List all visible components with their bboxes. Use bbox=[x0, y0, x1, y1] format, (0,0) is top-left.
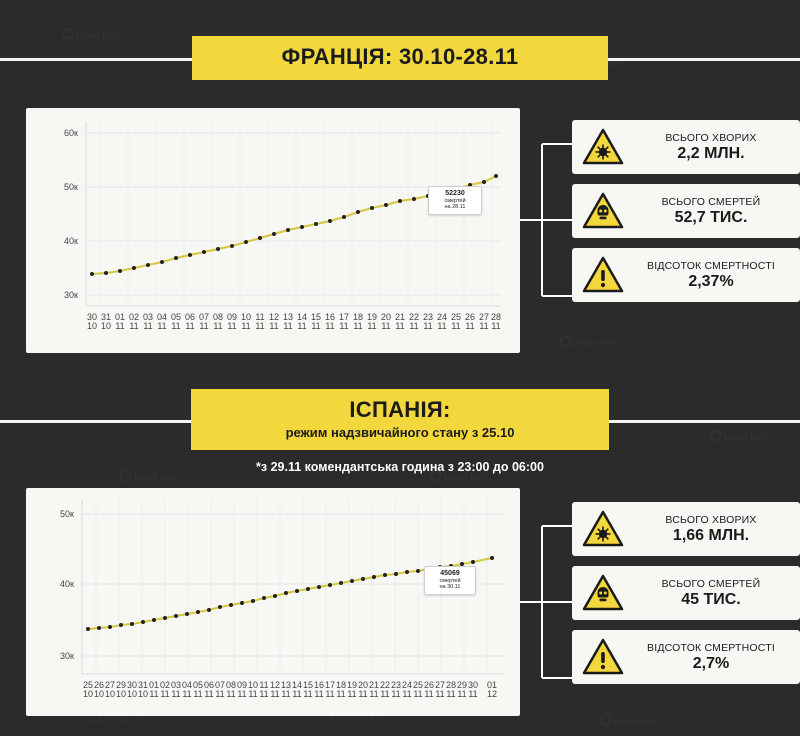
svg-text:11: 11 bbox=[457, 689, 467, 699]
svg-text:20: 20 bbox=[357, 680, 369, 690]
exclamation-warning-icon bbox=[582, 638, 624, 676]
svg-text:10: 10 bbox=[100, 321, 112, 331]
svg-text:11: 11 bbox=[213, 321, 223, 331]
ytick-50k: 50к bbox=[60, 509, 74, 519]
france-stats-panel bbox=[572, 120, 800, 302]
section-spain bbox=[0, 353, 800, 716]
svg-text:10: 10 bbox=[93, 689, 105, 699]
svg-text:06: 06 bbox=[203, 680, 215, 690]
svg-text:11: 11 bbox=[259, 680, 269, 690]
svg-text:31: 31 bbox=[100, 312, 112, 322]
svg-text:19: 19 bbox=[366, 312, 378, 322]
svg-text:11: 11 bbox=[281, 689, 291, 699]
skull-warning-icon bbox=[582, 574, 624, 612]
svg-text:11: 11 bbox=[468, 689, 478, 699]
svg-text:11: 11 bbox=[248, 689, 258, 699]
spain-connector bbox=[520, 502, 572, 702]
svg-text:11: 11 bbox=[446, 689, 456, 699]
svg-text:19: 19 bbox=[346, 680, 358, 690]
svg-text:10: 10 bbox=[247, 680, 259, 690]
france-chart[interactable] bbox=[26, 108, 520, 353]
svg-text:15: 15 bbox=[302, 680, 314, 690]
svg-text:06: 06 bbox=[184, 312, 196, 322]
svg-text:11: 11 bbox=[255, 312, 265, 322]
stat-label: ВСЬОГО ХВОРИХ bbox=[665, 131, 757, 144]
stat-label: ВСЬОГО СМЕРТЕЙ bbox=[661, 195, 761, 208]
svg-text:17: 17 bbox=[338, 312, 350, 322]
stat-value: 2,37% bbox=[688, 272, 734, 290]
svg-text:11: 11 bbox=[491, 321, 501, 331]
svg-text:23: 23 bbox=[390, 680, 402, 690]
svg-text:12: 12 bbox=[486, 689, 498, 699]
stat-value: 52,7 ТИС. bbox=[674, 208, 748, 226]
banner-box bbox=[191, 389, 609, 450]
svg-text:12: 12 bbox=[268, 312, 280, 322]
svg-text:11: 11 bbox=[325, 689, 335, 699]
callout-line3: на 30.11 bbox=[439, 584, 461, 591]
svg-text:11: 11 bbox=[199, 321, 209, 331]
svg-text:13: 13 bbox=[282, 312, 294, 322]
svg-text:22: 22 bbox=[379, 680, 391, 690]
svg-text:11: 11 bbox=[171, 689, 181, 699]
svg-text:04: 04 bbox=[181, 680, 193, 690]
svg-text:11: 11 bbox=[413, 689, 423, 699]
svg-text:07: 07 bbox=[214, 680, 226, 690]
svg-text:11: 11 bbox=[204, 689, 214, 699]
svg-text:11: 11 bbox=[435, 689, 445, 699]
svg-text:16: 16 bbox=[313, 680, 325, 690]
svg-text:11: 11 bbox=[358, 689, 368, 699]
svg-text:12: 12 bbox=[269, 680, 281, 690]
curfew-note: *з 29.11 комендантська година з 23:00 до 06:00 bbox=[256, 460, 544, 474]
svg-text:11: 11 bbox=[292, 689, 302, 699]
svg-text:14: 14 bbox=[291, 680, 303, 690]
svg-text:11: 11 bbox=[255, 321, 265, 331]
svg-text:11: 11 bbox=[269, 321, 279, 331]
ytick-40k: 40к bbox=[60, 579, 74, 589]
svg-text:11: 11 bbox=[369, 689, 379, 699]
svg-text:17: 17 bbox=[324, 680, 336, 690]
svg-text:15: 15 bbox=[310, 312, 322, 322]
spain-chart[interactable] bbox=[26, 488, 520, 716]
spain-xaxis-labels bbox=[83, 680, 497, 699]
svg-text:11: 11 bbox=[270, 689, 280, 699]
svg-text:24: 24 bbox=[436, 312, 448, 322]
svg-text:10: 10 bbox=[104, 689, 116, 699]
svg-text:11: 11 bbox=[115, 321, 125, 331]
svg-text:10: 10 bbox=[126, 689, 138, 699]
svg-text:03: 03 bbox=[170, 680, 182, 690]
stat-value: 2,2 МЛН. bbox=[677, 144, 745, 162]
ytick-40k: 40к bbox=[64, 236, 78, 246]
svg-text:11: 11 bbox=[160, 689, 170, 699]
svg-text:11: 11 bbox=[185, 321, 195, 331]
svg-text:11: 11 bbox=[451, 321, 461, 331]
svg-text:11: 11 bbox=[395, 321, 405, 331]
svg-text:11: 11 bbox=[336, 689, 346, 699]
svg-text:27: 27 bbox=[104, 680, 116, 690]
skull-warning-icon bbox=[582, 192, 624, 230]
spain-annotation-callout bbox=[424, 566, 476, 595]
stat-label: ВСЬОГО ХВОРИХ bbox=[665, 513, 757, 526]
svg-text:01: 01 bbox=[114, 312, 126, 322]
france-chart-svg bbox=[26, 108, 520, 353]
ytick-30k: 30к bbox=[60, 651, 74, 661]
page-title: ФРАНЦІЯ: 30.10-28.11 bbox=[281, 44, 519, 69]
svg-text:11: 11 bbox=[311, 321, 321, 331]
svg-text:11: 11 bbox=[437, 321, 447, 331]
svg-text:11: 11 bbox=[259, 689, 269, 699]
stat-value: 1,66 МЛН. bbox=[672, 526, 750, 544]
svg-text:11: 11 bbox=[339, 321, 349, 331]
svg-text:31: 31 bbox=[137, 680, 149, 690]
svg-text:16: 16 bbox=[324, 312, 336, 322]
svg-text:10: 10 bbox=[115, 689, 127, 699]
svg-text:11: 11 bbox=[409, 321, 419, 331]
svg-text:18: 18 bbox=[352, 312, 364, 322]
svg-text:10: 10 bbox=[86, 321, 98, 331]
france-xaxis-labels bbox=[87, 312, 501, 331]
svg-text:10: 10 bbox=[240, 312, 252, 322]
stat-total-cases bbox=[572, 502, 800, 556]
svg-text:11: 11 bbox=[129, 321, 139, 331]
svg-text:11: 11 bbox=[303, 689, 313, 699]
page-title: ІСПАНІЯ: bbox=[349, 397, 451, 422]
ytick-30k: 30к bbox=[64, 290, 78, 300]
svg-text:29: 29 bbox=[456, 680, 468, 690]
spain-stats-panel bbox=[572, 502, 800, 684]
svg-text:05: 05 bbox=[192, 680, 204, 690]
svg-text:29: 29 bbox=[115, 680, 127, 690]
svg-text:11: 11 bbox=[391, 689, 401, 699]
stat-label: ВСЬОГО СМЕРТЕЙ bbox=[661, 577, 761, 590]
svg-text:11: 11 bbox=[402, 689, 412, 699]
svg-text:30: 30 bbox=[126, 680, 138, 690]
svg-text:11: 11 bbox=[226, 689, 236, 699]
svg-text:11: 11 bbox=[182, 689, 192, 699]
svg-text:11: 11 bbox=[381, 321, 391, 331]
spain-chart-svg bbox=[26, 488, 520, 716]
svg-text:27: 27 bbox=[434, 680, 446, 690]
svg-text:03: 03 bbox=[142, 312, 154, 322]
svg-text:09: 09 bbox=[226, 312, 238, 322]
ytick-50k: 50к bbox=[64, 182, 78, 192]
stat-mortality-rate bbox=[572, 630, 800, 684]
callout-line3: на 28.11 bbox=[444, 204, 466, 211]
svg-text:25: 25 bbox=[412, 680, 424, 690]
stat-total-deaths bbox=[572, 184, 800, 238]
svg-text:08: 08 bbox=[225, 680, 237, 690]
svg-text:01: 01 bbox=[148, 680, 160, 690]
stat-value: 2,7% bbox=[692, 654, 730, 672]
virus-warning-icon bbox=[582, 510, 624, 548]
callout-line2: смертей bbox=[439, 578, 461, 585]
svg-text:13: 13 bbox=[280, 680, 292, 690]
svg-text:23: 23 bbox=[422, 312, 434, 322]
svg-text:20: 20 bbox=[380, 312, 392, 322]
stat-total-cases bbox=[572, 120, 800, 174]
stat-label: ВІДСОТОК СМЕРТНОСТІ bbox=[647, 259, 775, 272]
svg-text:11: 11 bbox=[193, 689, 203, 699]
callout-line2: смертей bbox=[444, 198, 466, 205]
svg-text:27: 27 bbox=[478, 312, 490, 322]
svg-text:11: 11 bbox=[347, 689, 357, 699]
svg-text:02: 02 bbox=[159, 680, 171, 690]
svg-text:01: 01 bbox=[486, 680, 498, 690]
svg-text:11: 11 bbox=[314, 689, 324, 699]
spain-chart-card bbox=[26, 488, 520, 716]
svg-text:28: 28 bbox=[490, 312, 502, 322]
stat-total-deaths bbox=[572, 566, 800, 620]
svg-text:21: 21 bbox=[394, 312, 406, 322]
france-chart-card bbox=[26, 108, 520, 353]
svg-text:11: 11 bbox=[215, 689, 225, 699]
svg-text:05: 05 bbox=[170, 312, 182, 322]
svg-text:11: 11 bbox=[479, 321, 489, 331]
svg-text:11: 11 bbox=[353, 321, 363, 331]
svg-text:11: 11 bbox=[149, 689, 159, 699]
svg-text:11: 11 bbox=[465, 321, 475, 331]
svg-text:11: 11 bbox=[143, 321, 153, 331]
svg-text:11: 11 bbox=[367, 321, 377, 331]
svg-text:11: 11 bbox=[380, 689, 390, 699]
svg-text:11: 11 bbox=[237, 689, 247, 699]
svg-text:26: 26 bbox=[93, 680, 105, 690]
svg-text:30: 30 bbox=[467, 680, 479, 690]
france-content-row bbox=[0, 108, 800, 353]
svg-text:26: 26 bbox=[423, 680, 435, 690]
banner-box bbox=[192, 36, 608, 80]
france-annotation-callout bbox=[428, 186, 482, 215]
svg-text:26: 26 bbox=[464, 312, 476, 322]
svg-text:11: 11 bbox=[227, 321, 237, 331]
svg-text:18: 18 bbox=[335, 680, 347, 690]
france-connector bbox=[520, 120, 572, 320]
svg-text:11: 11 bbox=[424, 689, 434, 699]
svg-text:10: 10 bbox=[82, 689, 94, 699]
svg-text:04: 04 bbox=[156, 312, 168, 322]
svg-text:14: 14 bbox=[296, 312, 308, 322]
svg-text:30: 30 bbox=[86, 312, 98, 322]
callout-value: 45069 bbox=[440, 570, 460, 577]
svg-text:11: 11 bbox=[241, 321, 251, 331]
stat-label: ВІДСОТОК СМЕРТНОСТІ bbox=[647, 641, 775, 654]
svg-text:08: 08 bbox=[212, 312, 224, 322]
virus-warning-icon bbox=[582, 128, 624, 166]
svg-text:09: 09 bbox=[236, 680, 248, 690]
svg-text:11: 11 bbox=[283, 321, 293, 331]
page-subtitle: режим надзвичайного стану з 25.10 bbox=[285, 425, 515, 440]
svg-text:24: 24 bbox=[401, 680, 413, 690]
spain-title-banner bbox=[0, 389, 800, 450]
stat-mortality-rate bbox=[572, 248, 800, 302]
stat-value: 45 ТИС. bbox=[681, 590, 741, 608]
svg-text:11: 11 bbox=[423, 321, 433, 331]
svg-text:11: 11 bbox=[157, 321, 167, 331]
svg-text:07: 07 bbox=[198, 312, 210, 322]
svg-text:21: 21 bbox=[368, 680, 380, 690]
svg-text:25: 25 bbox=[450, 312, 462, 322]
svg-text:11: 11 bbox=[171, 321, 181, 331]
svg-text:22: 22 bbox=[408, 312, 420, 322]
france-title-banner bbox=[0, 36, 800, 80]
exclamation-warning-icon bbox=[582, 256, 624, 294]
spain-content-row bbox=[0, 488, 800, 716]
ytick-60k: 60к bbox=[64, 128, 78, 138]
svg-text:11: 11 bbox=[297, 321, 307, 331]
svg-text:28: 28 bbox=[445, 680, 457, 690]
svg-text:10: 10 bbox=[137, 689, 149, 699]
svg-text:25: 25 bbox=[82, 680, 94, 690]
section-france bbox=[0, 0, 800, 353]
svg-text:11: 11 bbox=[325, 321, 335, 331]
svg-text:02: 02 bbox=[128, 312, 140, 322]
callout-value: 52230 bbox=[445, 190, 465, 197]
